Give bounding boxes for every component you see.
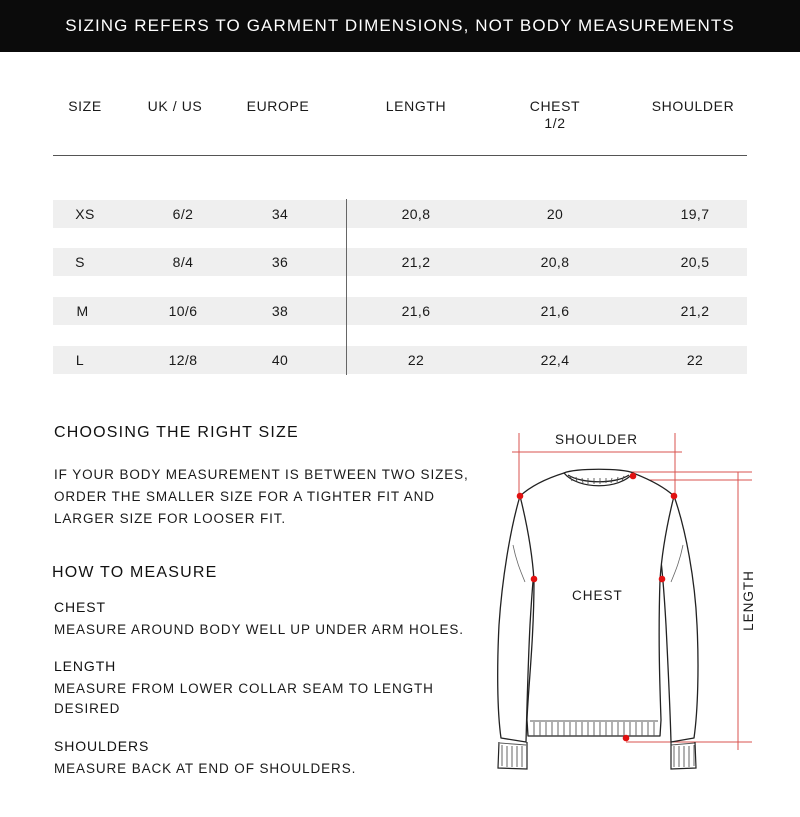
shoulder-label: SHOULDER [555,432,639,447]
shoulders-text: MEASURE BACK AT END OF SHOULDERS. [54,761,357,776]
header-divider [53,155,747,156]
cell-europe: 38 [271,303,289,319]
cell-size: L [75,352,85,368]
how-to-measure-title: HOW TO MEASURE [52,564,218,581]
header-length: LENGTH [385,98,447,114]
cell-europe: 36 [271,254,289,270]
header-chest: CHEST 1/2 [529,98,581,131]
cell-uk-us: 6/2 [172,206,194,222]
size-banner [0,0,800,52]
column-divider [346,199,347,375]
table-row [53,346,747,374]
measurement-diagram [490,420,800,800]
table-row [53,297,747,325]
header-size: SIZE [68,98,102,114]
length-line: MEASURE FROM LOWER COLLAR SEAM TO LENGTH [54,681,434,696]
cell-shoulder: 22 [686,352,704,368]
choosing-line: IF YOUR BODY MEASUREMENT IS BETWEEN TWO SIZES, [54,467,469,482]
cell-chest: 20,8 [540,254,570,270]
chest-label: CHEST [572,588,623,603]
cell-uk-us: 10/6 [168,303,198,319]
header-europe: EUROPE [246,98,310,114]
header-shoulder: SHOULDER [651,98,735,114]
cell-length: 21,2 [401,254,431,270]
banner-text: SIZING REFERS TO GARMENT DIMENSIONS, NOT BODY MEASUREMENTS [65,16,735,35]
table-row [53,248,747,276]
choosing-text [54,465,469,529]
cell-size: S [75,254,85,270]
length-line: DESIRED [54,701,121,716]
cell-chest: 21,6 [540,303,570,319]
cell-size: M [76,303,89,319]
shoulders-title: SHOULDERS [54,738,150,754]
cell-europe: 40 [271,352,289,368]
cell-shoulder: 20,5 [680,254,710,270]
length-title: LENGTH [54,658,117,674]
cell-europe: 34 [271,206,289,222]
cell-chest: 20 [546,206,564,222]
chest-title: CHEST [54,599,106,615]
cell-size: XS [75,206,95,222]
choosing-title: CHOOSING THE RIGHT SIZE [54,424,299,441]
length-text [54,679,434,719]
cell-shoulder: 19,7 [680,206,710,222]
cell-uk-us: 12/8 [168,352,198,368]
cell-length: 22 [407,352,425,368]
chest-text: MEASURE AROUND BODY WELL UP UNDER ARM HOLES. [54,622,464,637]
table-row [53,200,747,228]
choosing-line: LARGER SIZE FOR LOOSER FIT. [54,511,287,526]
cell-chest: 22,4 [540,352,570,368]
header-uk-us: UK / US [147,98,203,114]
choosing-line: ORDER THE SMALLER SIZE FOR A TIGHTER FIT AND [54,489,435,504]
length-label: LENGTH [740,570,756,631]
cell-length: 20,8 [401,206,431,222]
cell-shoulder: 21,2 [680,303,710,319]
cell-uk-us: 8/4 [172,254,194,270]
cell-length: 21,6 [401,303,431,319]
